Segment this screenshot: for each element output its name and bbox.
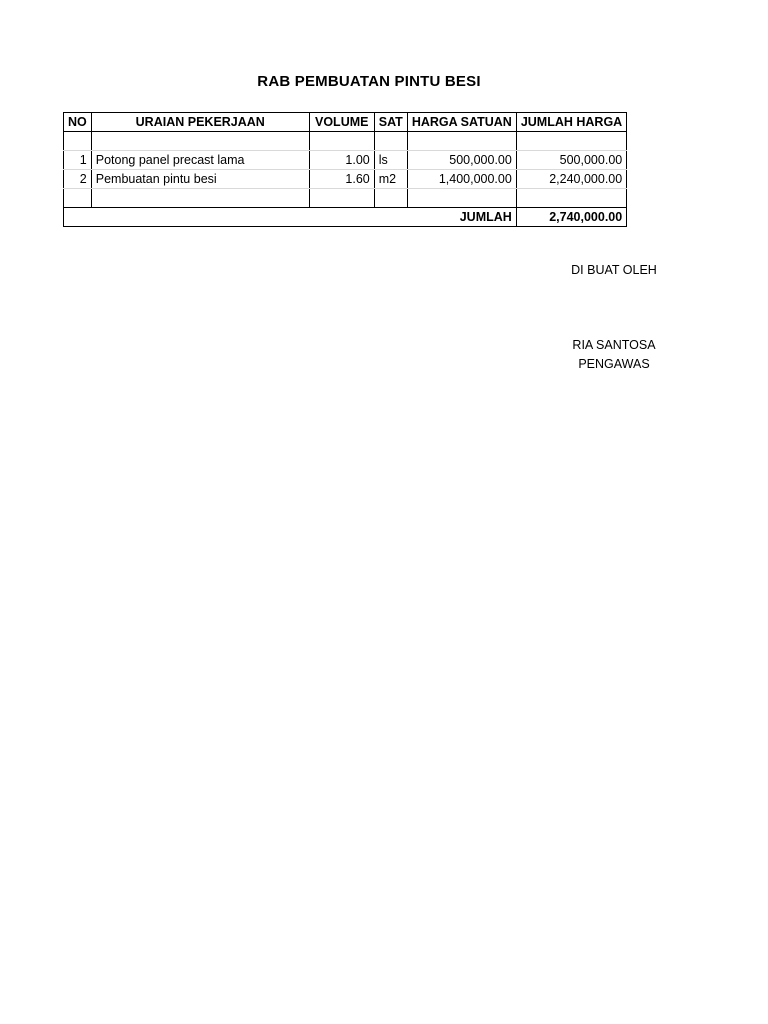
table-row <box>64 170 627 189</box>
header-sat: SAT <box>374 113 407 132</box>
total-value: 2,740,000.00 <box>516 208 626 227</box>
header-uraian: URAIAN PEKERJAAN <box>91 113 309 132</box>
cell-jumlah-harga: 500,000.00 <box>516 151 626 170</box>
cell-sat: m2 <box>374 170 407 189</box>
cell-volume: 1.00 <box>309 151 374 170</box>
cell-harga-satuan: 1,400,000.00 <box>407 170 516 189</box>
table-row-empty <box>64 132 627 151</box>
cell-uraian: Pembuatan pintu besi <box>91 170 309 189</box>
header-jumlah-harga: JUMLAH HARGA <box>516 113 626 132</box>
total-row <box>64 208 627 227</box>
cell-uraian: Potong panel precast lama <box>91 151 309 170</box>
header-harga-satuan: HARGA SATUAN <box>407 113 516 132</box>
rab-table <box>63 112 627 227</box>
total-label: JUMLAH <box>64 208 517 227</box>
signatory-name: RIA SANTOSA <box>572 338 656 352</box>
cell-sat: ls <box>374 151 407 170</box>
cell-no: 1 <box>64 151 92 170</box>
cell-no: 2 <box>64 170 92 189</box>
table-row <box>64 151 627 170</box>
document-title: RAB PEMBUATAN PINTU BESI <box>257 73 481 90</box>
header-no: NO <box>64 113 92 132</box>
table-row-empty <box>64 189 627 208</box>
signatory-position: PENGAWAS <box>578 357 650 371</box>
made-by-label: DI BUAT OLEH <box>571 263 657 277</box>
table-header-row <box>64 113 627 132</box>
cell-jumlah-harga: 2,240,000.00 <box>516 170 626 189</box>
cell-harga-satuan: 500,000.00 <box>407 151 516 170</box>
cell-volume: 1.60 <box>309 170 374 189</box>
header-volume: VOLUME <box>309 113 374 132</box>
